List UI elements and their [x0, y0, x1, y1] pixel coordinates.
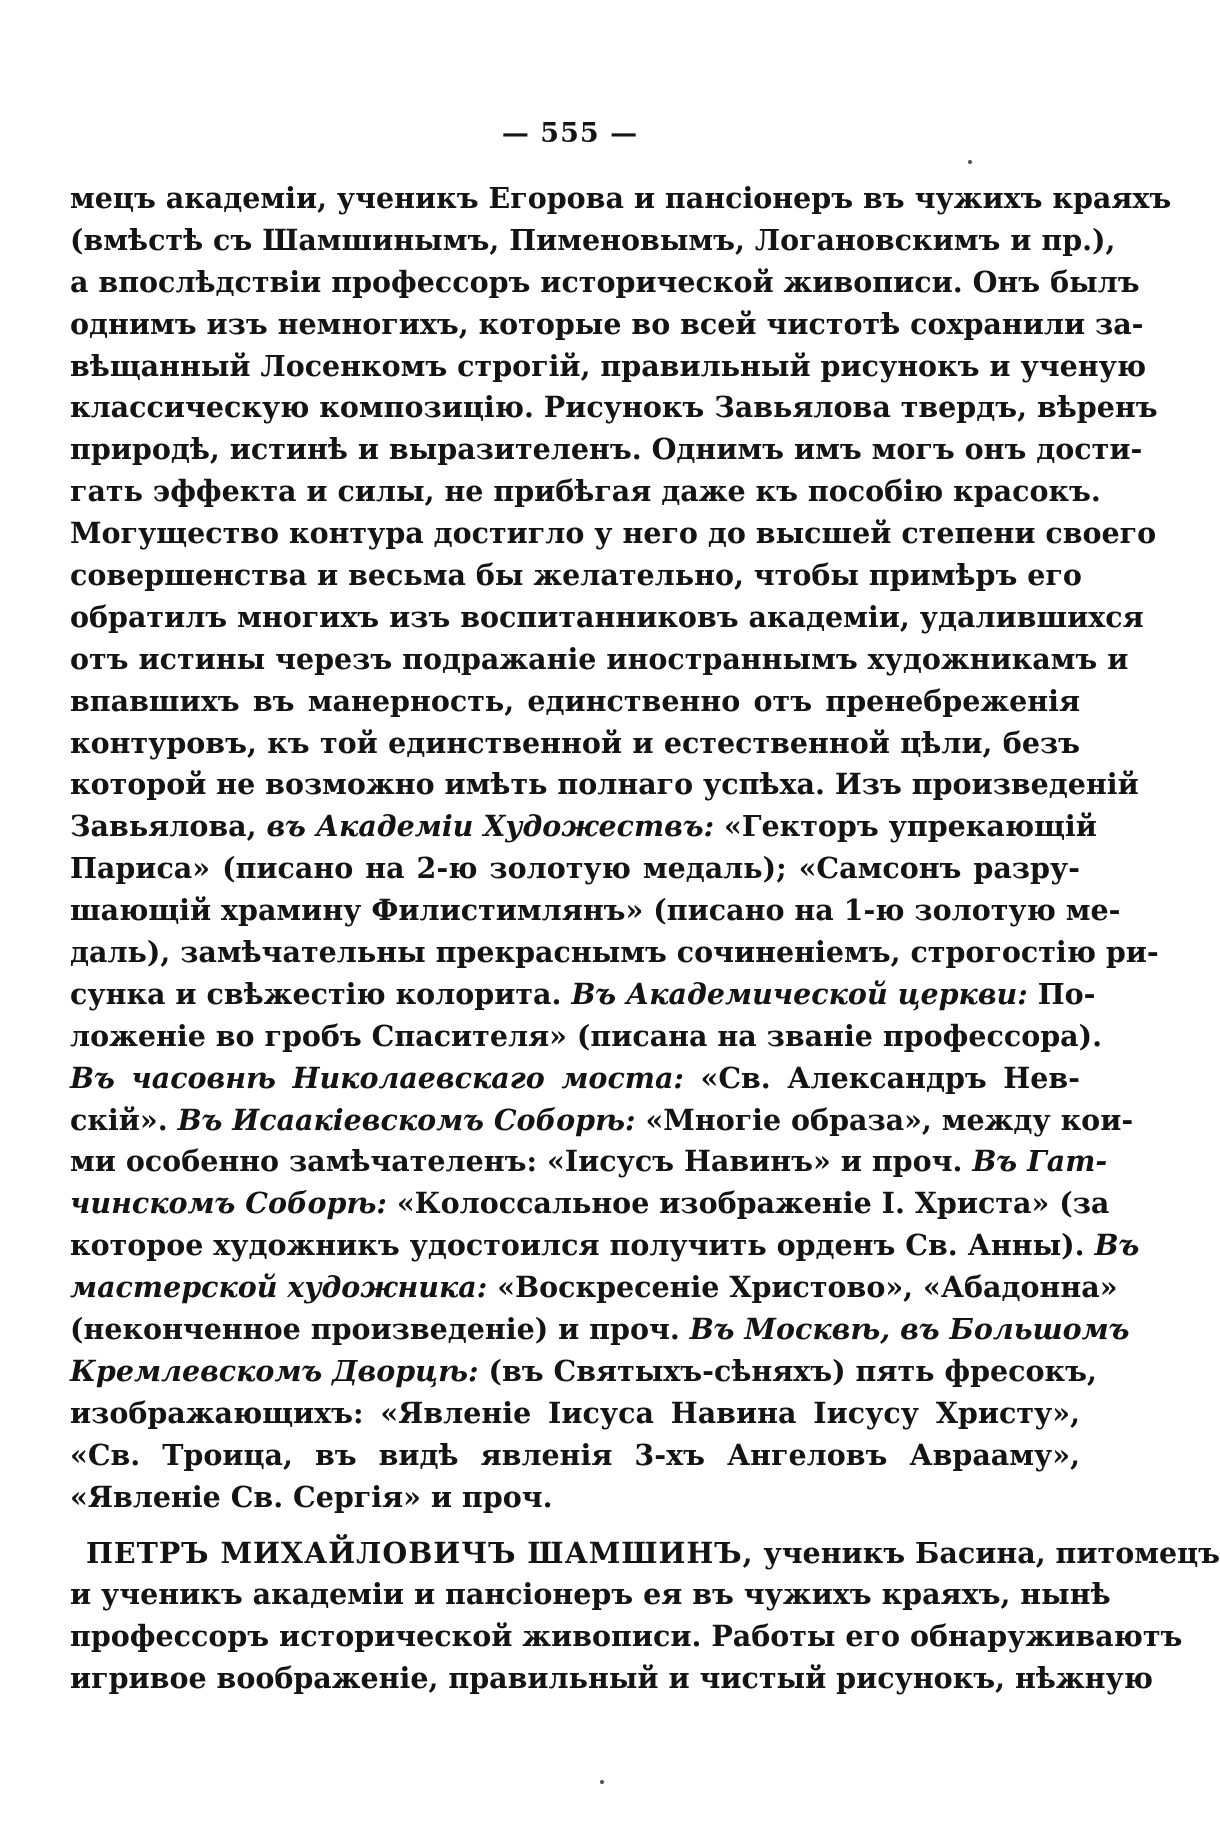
- text-line: [70, 1309, 1130, 1351]
- italic-location: чинскомъ Соборѣ:: [70, 1186, 387, 1221]
- text-run: По-: [1037, 976, 1096, 1011]
- text-run: которое художникъ удостоился получить орденъ Св. Анны).: [70, 1228, 1085, 1263]
- text-run: ученикъ Басина, питомецъ: [763, 1535, 1220, 1570]
- text-line: гать эффекта и силы, не прибѣгая даже къ пособію красокъ.: [70, 474, 1101, 509]
- italic-location: Кремлевскомъ Дворцѣ:: [70, 1353, 479, 1388]
- artist-name: ПЕТРЪ МИХАЙЛОВИЧЪ ШАМШИНЪ,: [86, 1535, 754, 1570]
- paragraph-gap: [70, 1519, 1080, 1533]
- text-line: [70, 1183, 1110, 1225]
- text-line: [70, 1533, 1220, 1575]
- page-body: [70, 178, 1220, 1700]
- text-run: скій».: [70, 1102, 168, 1137]
- italic-location: Въ Москвѣ, въ Большомъ: [689, 1312, 1130, 1347]
- text-line: Могущество контура достигло у него до высшей степени своего: [70, 516, 1157, 551]
- text-line: однимъ изъ немногихъ, которые во всей чистотѣ сохранили за-: [70, 306, 1144, 341]
- text-line: профессоръ исторической живописи. Работы его обнаруживаютъ: [70, 1619, 1183, 1654]
- italic-location: Въ: [1094, 1228, 1140, 1263]
- text-line: «Св. Троица, въ видѣ явленія 3-хъ Ангеловъ Аврааму»,: [70, 1437, 1080, 1472]
- text-line: «Явленіе Св. Сергія» и проч.: [70, 1479, 553, 1514]
- italic-location: Въ Академической церкви:: [571, 976, 1028, 1011]
- print-speck: [600, 1780, 604, 1784]
- text-line: изображающихъ: «Явленіе Іисуса Навина Іисусу Христу»,: [70, 1395, 1080, 1430]
- text-line: совершенства и весьма бы желательно, чтобы примѣръ его: [70, 558, 1082, 593]
- text-line: игривое воображеніе, правильный и чистый рисунокъ, нѣжную: [70, 1661, 1153, 1696]
- text-run: сунка и свѣжестію колорита.: [70, 976, 562, 1011]
- text-line: [70, 1141, 1108, 1183]
- text-run: «Гекторъ упрекающій: [724, 809, 1097, 844]
- text-line: обратилъ многихъ изъ воспитанниковъ академіи, удалившихся: [70, 599, 1144, 634]
- italic-location: Въ часовнѣ Николаевскаго моста:: [70, 1060, 684, 1095]
- text-line: даль), замѣчательны прекраснымъ сочиненіемъ, строгостію ри-: [70, 935, 1159, 970]
- text-line: [70, 1267, 1118, 1309]
- paragraph-shamshin: [70, 1533, 1220, 1701]
- text-line: [70, 1351, 1097, 1393]
- paragraph-zavyalov: [70, 178, 1172, 1519]
- text-run: (въ Святыхъ-сѣняхъ) пять фресокъ,: [488, 1353, 1097, 1388]
- text-run: ми особенно замѣчателенъ: «Іисусъ Навинъ» и проч.: [70, 1144, 963, 1179]
- text-line: [70, 1225, 1140, 1267]
- text-line: которой не возможно имѣть полнаго успѣха. Изъ произведеній: [70, 767, 1139, 802]
- print-speck: [968, 160, 972, 164]
- text-run: «Воскресеніе Христово», «Абадонна»: [497, 1270, 1118, 1305]
- text-line: [70, 1100, 1134, 1142]
- text-line: и ученикъ академіи и пансіонеръ ея въ чужихъ краяхъ, нынѣ: [70, 1577, 1111, 1612]
- text-line: (вмѣстѣ съ Шамшинымъ, Пименовымъ, Логановскимъ и пр.),: [70, 222, 1116, 257]
- italic-location: мастерской художника:: [70, 1270, 488, 1305]
- text-line: природѣ, истинѣ и выразителенъ. Однимъ имъ могъ онъ дости-: [70, 432, 1143, 467]
- text-run: «Св. Александръ Нев-: [700, 1060, 1080, 1095]
- text-line: [70, 974, 1096, 1016]
- italic-location: въ Академіи Художествъ:: [266, 809, 715, 844]
- text-run: «Колоссальное изображеніе І. Христа» (за: [396, 1186, 1110, 1221]
- text-line: ложеніе во гробъ Спасителя» (писана на званіе профессора).: [70, 1018, 1103, 1053]
- text-line: мецъ академіи, ученикъ Егорова и пансіонеръ въ чужихъ краяхъ: [70, 181, 1172, 215]
- italic-location: Въ Исаакіевскомъ Соборѣ:: [177, 1102, 636, 1137]
- text-line: отъ истины черезъ подражаніе иностраннымъ художникамъ и: [70, 641, 1129, 676]
- text-run: (неконченное произведеніе) и проч.: [70, 1312, 680, 1347]
- text-line: контуровъ, къ той единственной и естественной цѣли, безъ: [70, 725, 1080, 760]
- text-run: Завьялова,: [70, 809, 257, 844]
- italic-location: Въ Гат-: [972, 1144, 1108, 1179]
- text-line: классическую композицію. Рисунокъ Завьялова твердъ, вѣренъ: [70, 390, 1158, 425]
- text-line: вѣщанный Лосенкомъ строгій, правильный рисунокъ и ученую: [70, 348, 1147, 383]
- text-line: впавшихъ въ манерность, единственно отъ пренебреженія: [70, 683, 1080, 718]
- page-number: — 555 —: [501, 118, 639, 149]
- text-line: [70, 806, 1097, 848]
- text-line: шающій храмину Филистимлянъ» (писано на 1-ю золотую ме-: [70, 893, 1121, 928]
- text-run: «Многіе образа», между кои-: [645, 1102, 1134, 1137]
- text-line: а впослѣдствіи профессоръ исторической живописи. Онъ былъ: [70, 264, 1140, 299]
- text-line: Париса» (писано на 2-ю золотую медаль); «Самсонъ разру-: [70, 851, 1080, 886]
- text-line: [70, 1058, 1080, 1100]
